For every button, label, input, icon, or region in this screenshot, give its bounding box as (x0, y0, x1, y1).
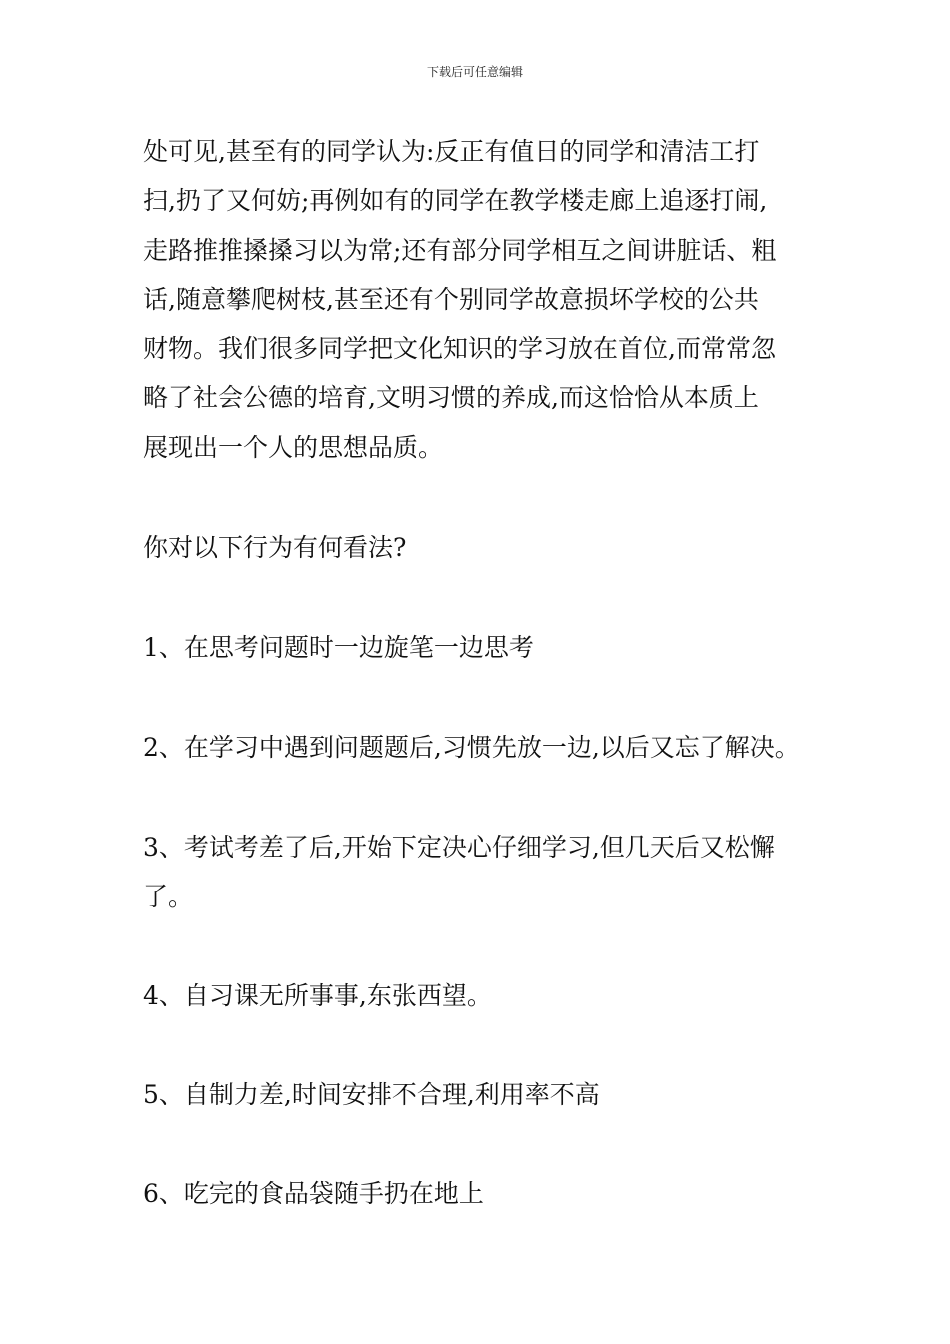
list-item-text: 4、自习课无所事事,东张西望。 (143, 981, 492, 1010)
question-heading (143, 523, 823, 572)
list-item (143, 823, 823, 922)
paragraph-line: 话,随意攀爬树枝,甚至还有个别同学故意损坏学校的公共 (143, 284, 759, 314)
list-item-text: 5、自制力差,时间安排不合理,利用率不高 (143, 1080, 600, 1109)
paragraph-line: 处可见,甚至有的同学认为:反正有值日的同学和清洁工打 (143, 137, 760, 166)
paragraph-line: 略了社会公德的培育,文明习惯的养成,而这恰恰从本质上 (143, 383, 759, 413)
paragraph-line: 扫,扔了又何妨;再例如有的同学在教学楼走廊上追逐打闹, (143, 186, 768, 216)
page-header: 下载后可任意编辑 (426, 65, 523, 79)
question-text: 你对以下行为有何看法? (143, 533, 407, 562)
list-item (143, 1169, 823, 1218)
list-item-text: 3、考试考差了后,开始下定决心仔细学习,但几天后又松懈 (143, 833, 775, 862)
list-item (143, 1070, 823, 1119)
list-item (143, 623, 823, 672)
list-item-text: 2、在学习中遇到问题题后,习惯先放一边,以后又忘了解决。 (143, 733, 800, 762)
paragraph-line: 走路推推搡搡习以为常;还有部分同学相互之间讲脏话、粗 (143, 235, 777, 265)
list-item (143, 971, 823, 1020)
intro-paragraph (143, 127, 823, 472)
list-item-text: 1、在思考问题时一边旋笔一边思考 (143, 633, 534, 662)
list-item-text: 6、吃完的食品袋随手扔在地上 (143, 1179, 484, 1208)
list-item (143, 723, 823, 772)
paragraph-line: 财物。我们很多同学把文化知识的学习放在首位,而常常忽 (143, 334, 776, 364)
list-item-text: 了。 (143, 882, 194, 912)
paragraph-line: 展现出一个人的思想品质。 (143, 432, 444, 462)
